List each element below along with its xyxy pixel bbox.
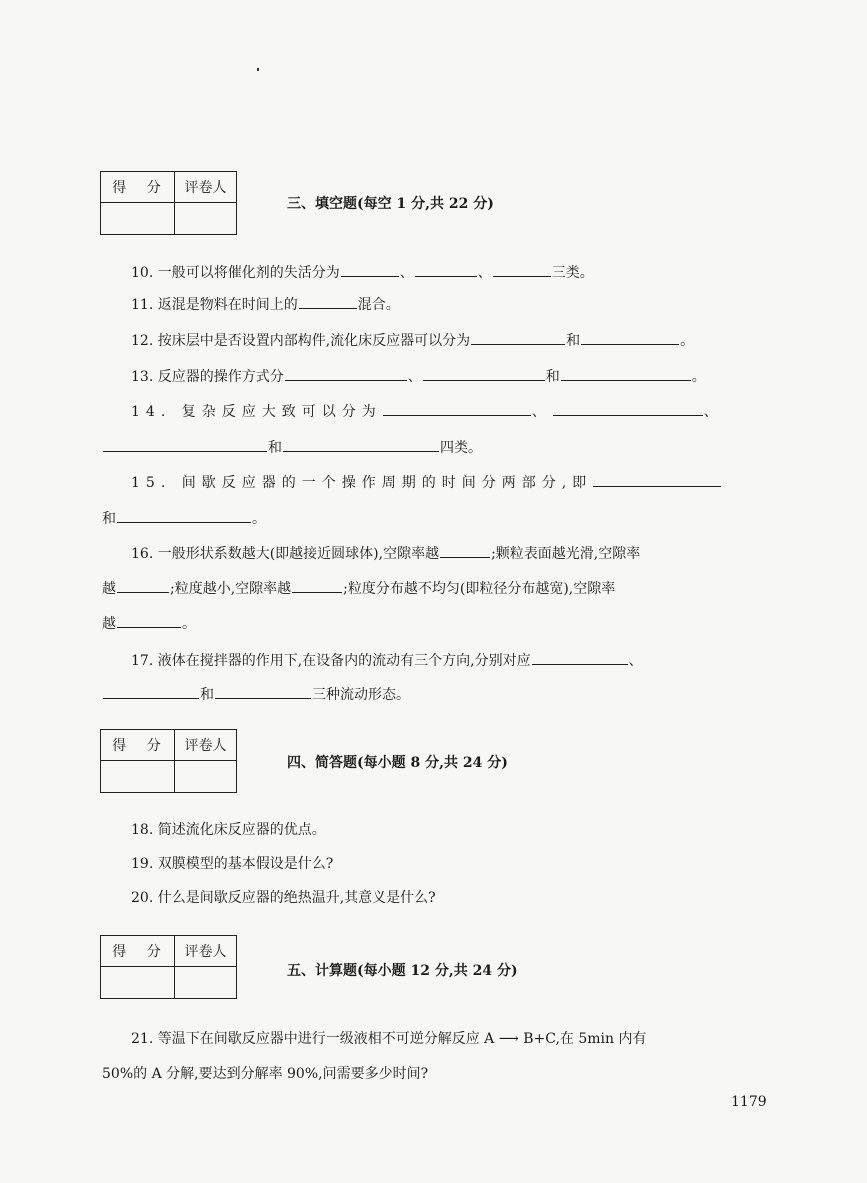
question-11: 11. 返混是物料在时间上的 混合。 — [131, 294, 400, 315]
score-cell — [101, 966, 175, 998]
question-17: 17. 液体在搅拌器的作用下,在设备内的流动有三个方向,分别对应 、 — [131, 650, 643, 671]
score-label: 得 分 — [101, 730, 175, 761]
grader-cell — [175, 760, 237, 792]
score-cell — [101, 760, 175, 792]
grader-cell — [175, 966, 237, 998]
question-16: 16. 一般形状系数越大(即越接近圆球体),空隙率越 ;颗粒表面越光滑,空隙率 — [131, 543, 640, 564]
section-title-4: 四、简答题(每小题 8 分,共 24 分) — [287, 755, 508, 771]
question-21-cont: 50%的 A 分解,要达到分解率 90%,问需要多少时间? — [102, 1066, 429, 1082]
question-21: 21. 等温下在间歇反应器中进行一级液相不可逆分解反应 A ⟶ B+C,在 5min 内有 — [131, 1031, 647, 1047]
question-14: 14. 复杂反应大致可以分为 、 、 — [131, 401, 724, 422]
question-15-cont: 和 。 — [102, 508, 266, 529]
question-13: 13. 反应器的操作方式分 、 和 。 — [131, 366, 706, 387]
question-16-cont-1: 越 ;粒度越小,空隙率越 ;粒度分布越不均匀(即粒径分布越宽),空隙率 — [102, 578, 615, 599]
grader-label: 评卷人 — [175, 936, 237, 967]
question-16-cont-2: 越 。 — [102, 613, 196, 634]
score-box — [100, 729, 237, 793]
question-14-cont: 和 四类。 — [102, 437, 482, 458]
question-19: 19. 双膜模型的基本假设是什么? — [131, 856, 334, 872]
question-15: 15. 间歇反应器的一个操作周期的时间分两部分,即 — [131, 472, 722, 493]
ink-dot — [257, 68, 259, 71]
section-title-3: 三、填空题(每空 1 分,共 22 分) — [287, 196, 494, 212]
score-box — [100, 171, 237, 235]
question-18: 18. 简述流化床反应器的优点。 — [131, 822, 326, 838]
grader-label: 评卷人 — [175, 730, 237, 761]
score-cell — [101, 202, 175, 234]
score-box — [100, 935, 237, 999]
question-20: 20. 什么是间歇反应器的绝热温升,其意义是什么? — [131, 890, 436, 906]
question-17-cont: 和 三种流动形态。 — [102, 684, 410, 705]
grader-label: 评卷人 — [175, 172, 237, 203]
score-label: 得 分 — [101, 172, 175, 203]
question-12: 12. 按床层中是否设置内部构件,流化床反应器可以分为 和 。 — [131, 330, 694, 351]
page-number: 1179 — [731, 1094, 767, 1110]
score-label: 得 分 — [101, 936, 175, 967]
question-10: 10. 一般可以将催化剂的失活分为 、 、 三类。 — [131, 262, 594, 283]
grader-cell — [175, 202, 237, 234]
section-title-5: 五、计算题(每小题 12 分,共 24 分) — [287, 963, 518, 979]
